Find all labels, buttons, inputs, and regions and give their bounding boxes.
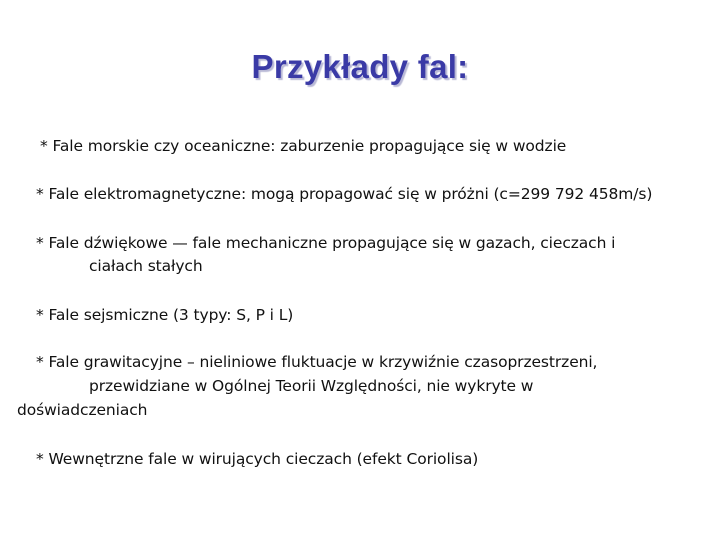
bullet-seismic-waves: * Fale sejsmiczne (3 typy: S, P i L) bbox=[36, 306, 294, 324]
bullet-gravitational-waves-cont1: przewidziane w Ogólnej Teorii Względności, nie wykryte w bbox=[89, 377, 534, 395]
bullet-internal-waves: * Wewnętrzne fale w wirujących cieczach (efekt Coriolisa) bbox=[36, 450, 479, 468]
bullet-sound-waves-cont: ciałach stałych bbox=[89, 257, 203, 275]
bullet-gravitational-waves-cont2: doświadczeniach bbox=[17, 401, 148, 419]
bullet-gravitational-waves: * Fale grawitacyjne – nieliniowe fluktuacje w krzywiźnie czasoprzestrzeni, bbox=[36, 353, 598, 371]
slide-title: Przykłady fal: bbox=[251, 48, 469, 85]
bullet-sound-waves: * Fale dźwiękowe — fale mechaniczne propagujące się w gazach, cieczach i bbox=[36, 234, 616, 252]
bullet-ocean-waves: * Fale morskie czy oceaniczne: zaburzenie propagujące się w wodzie bbox=[40, 137, 567, 155]
bullet-electromagnetic-waves: * Fale elektromagnetyczne: mogą propagować się w próżni (c=299 792 458m/s) bbox=[36, 185, 653, 203]
